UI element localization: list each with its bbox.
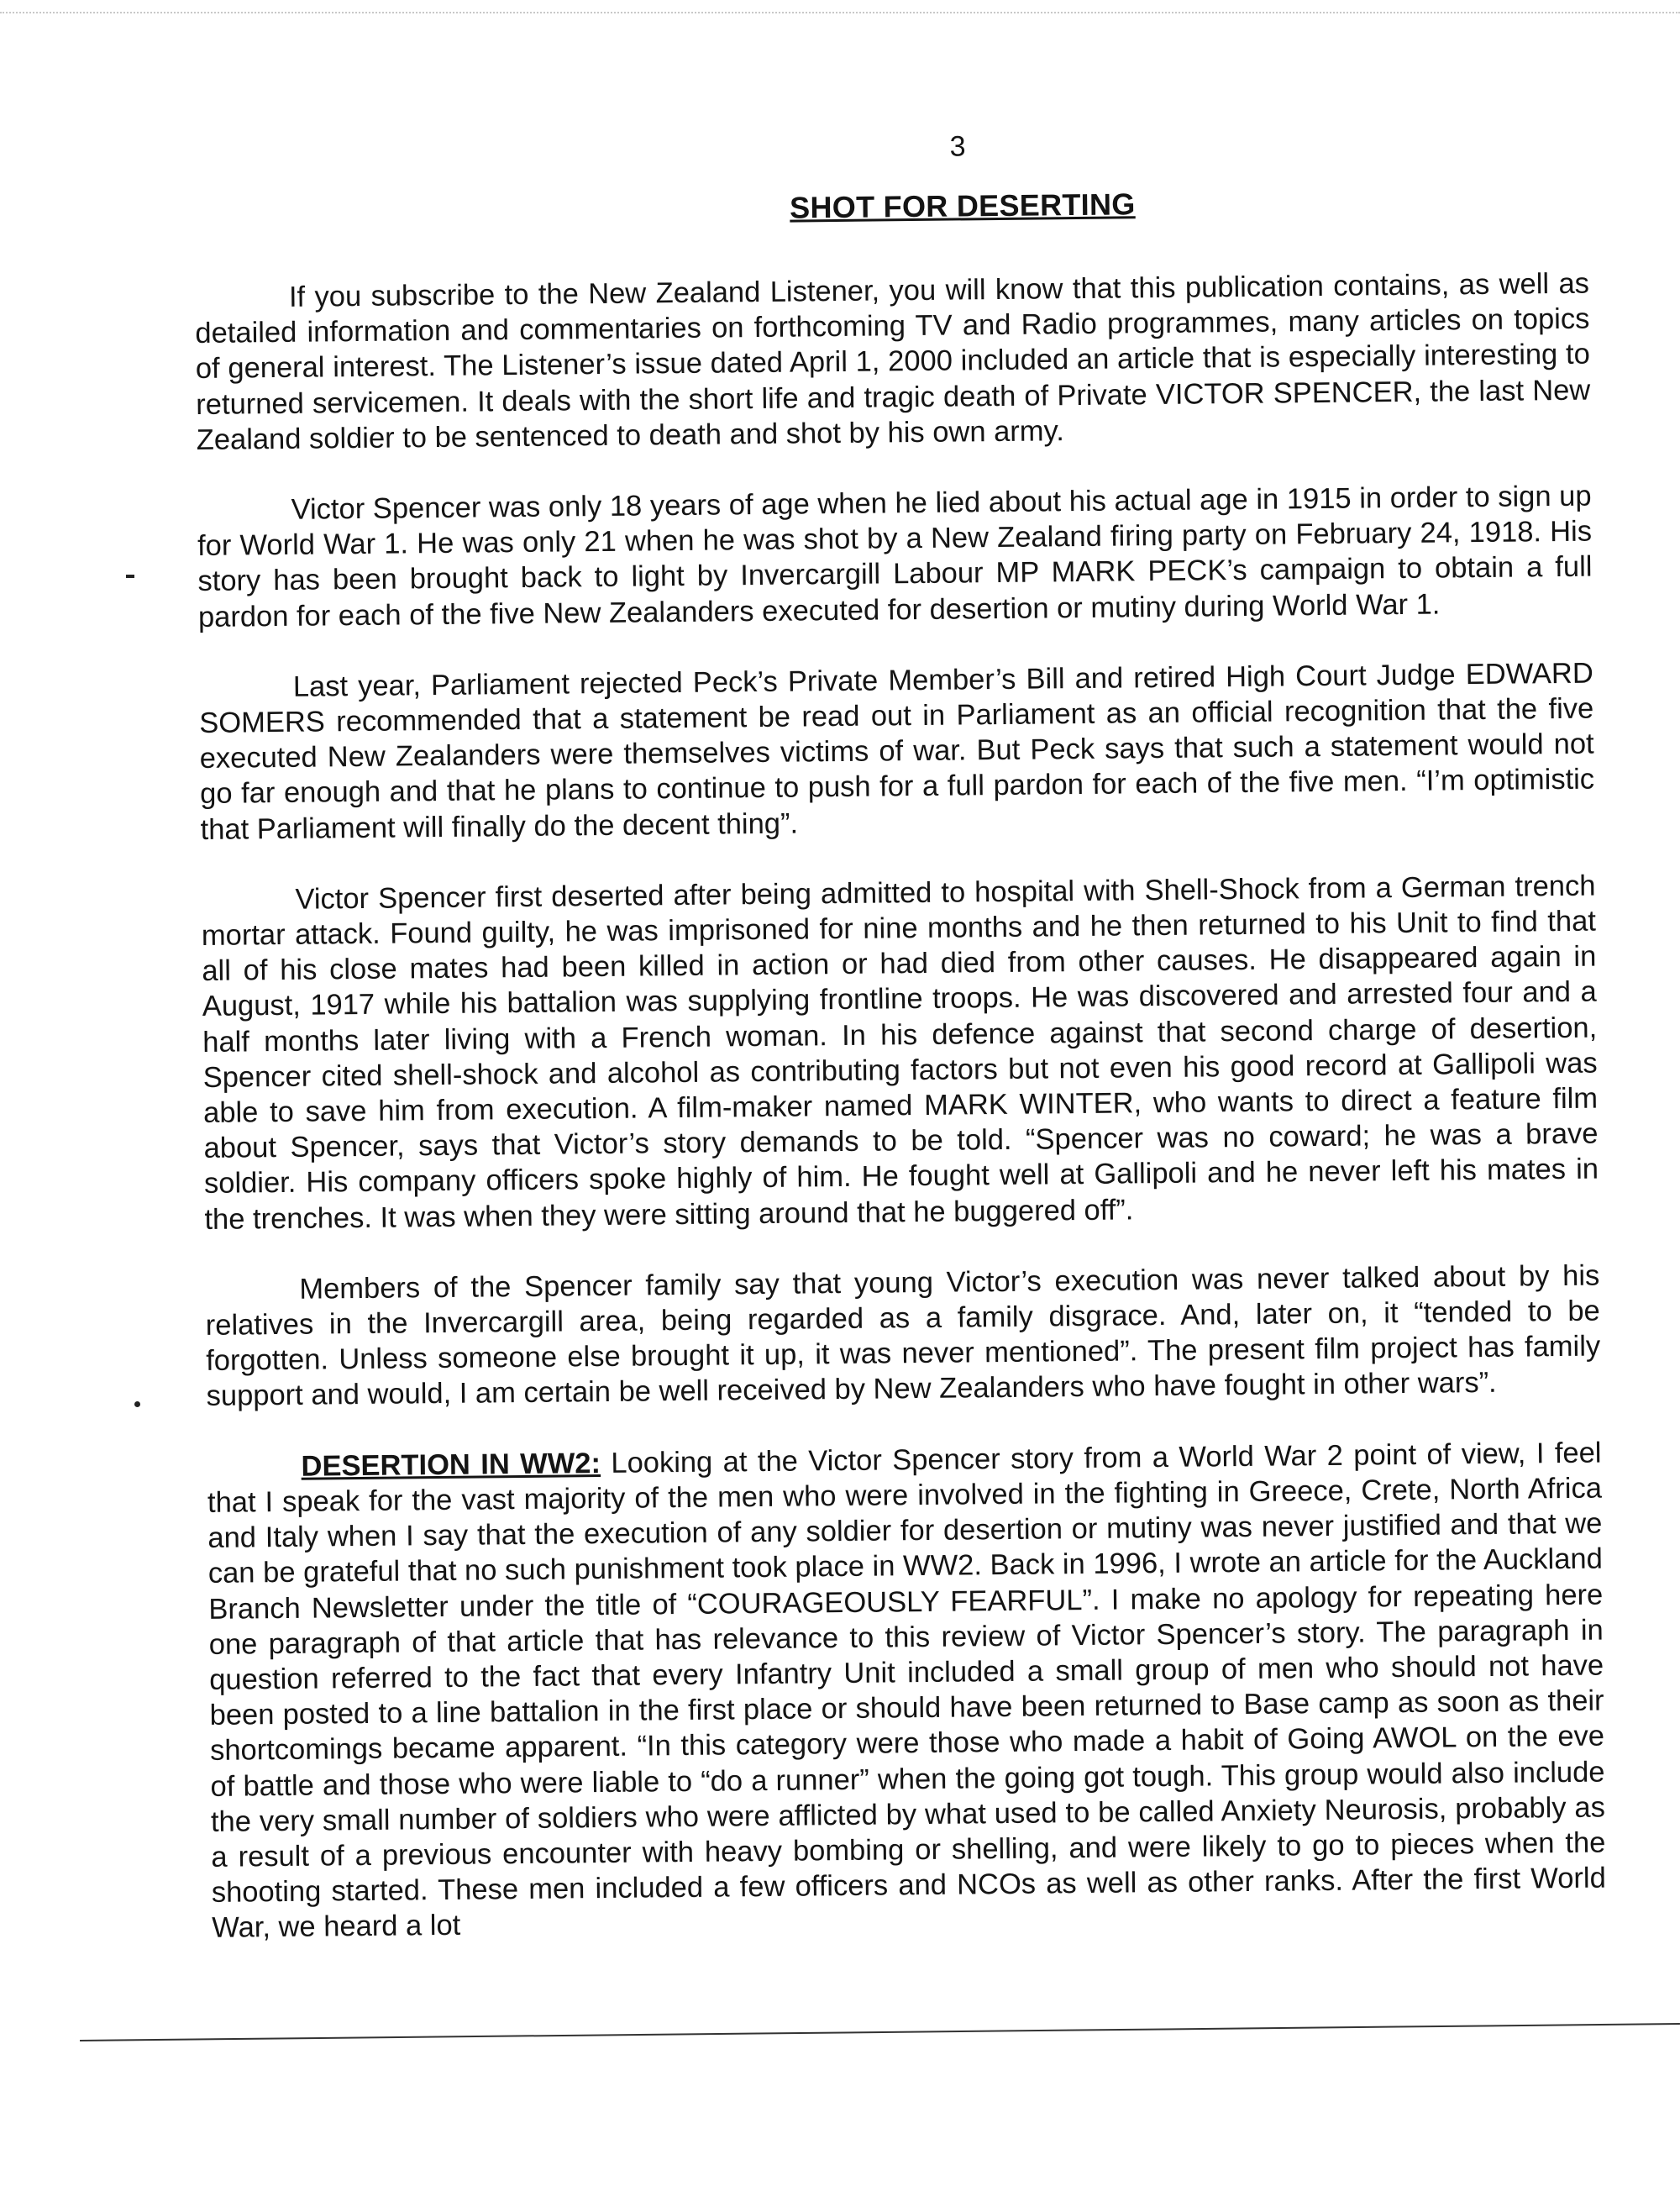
margin-dot-mark — [134, 1401, 140, 1407]
paragraph-family: Members of the Spencer family say that young Victor’s execution was never talked about by his relatives in the Invercargill area, being regarded as a family disgrace. And, later on, it “tended to be forgotten. Unless someone else brought it up, it was never mentioned”. The present film project has family support and would, I am certain be well received by New Zealanders who have fought in other wars”. — [205, 1259, 1601, 1413]
paragraph-spencer-age: Victor Spencer was only 18 years of age when he lied about his actual age in 1915 in order to sign up for World War 1. He was only 21 when he was shot by a New Zealand firing party on February 24, 1918. His story has been brought back to light by Invercargill Labour MP MARK PECK’s campaign to obtain a full pardon for each of the five New Zealanders executed for desertion or mutiny during World War 1. — [197, 480, 1593, 633]
page-number: 3 — [949, 130, 966, 163]
section-heading-desertion-ww2: DESERTION IN WW2: — [301, 1447, 601, 1483]
paragraph-desertion-ww2 — [207, 1435, 1606, 1946]
section-text-desertion-ww2: Looking at the Victor Spencer story from a World War 2 point of view, I feel that I speak for the vast majority of the men who were involved in the fighting in Greece, Crete, North Africa and Italy when I say that the execution of any soldier for desertion or mutiny was never justified and that we can be grateful that no such punishment took place in WW2. Back in 1996, I wrote an article for the Auckland Branch Newsletter under the title of “COURAGEOUSLY FEARFUL”. I make no apology for repeating here one paragraph of that article that has relevance to this review of Victor Spencer’s story. The paragraph in question referred to the fact that every Infantry Unit included a small group of men who should not have been posted to a line battalion in the first place or should have been returned to Base camp as soon as their shortcomings became apparent. “In this category were those who made a habit of Going AWOL on the eve of battle and those who were liable to “do a runner” when the going got tough. This group would also include the very small number of soldiers who were afflicted by what used to be called Anxiety Neurosis, probably as a result of a previous encounter with heavy bombing or shelling, and were likely to go to pieces when the shooting started. These men included a few officers and NCOs as well as other ranks. After the first World War, we heard a lot — [207, 1437, 1606, 1945]
paragraph-desertion-history: Victor Spencer first deserted after being admitted to hospital with Shell-Shock from a German trench mortar attack. Found guilty, he was imprisoned for nine months and he then returned to his Unit to find that all of his close mates had been killed in action or had died from other causes. He disappeared again in August, 1917 while his battalion was supplying frontline troops. He was discovered and arrested four and a half months later living with a French woman. In his defence against that second charge of desertion, Spencer cited shell-shock and alcohol as contributing factors but not even his good record at Gallipoli was able to save him from execution. A film-maker named MARK WINTER, who wants to direct a feature film about Spencer, says that Victor’s story demands to be told. “Spencer was no coward; he was a brave soldier. His company officers spoke highly of him. He fought well at Gallipoli and he never left his mates in the trenches. It was when they were sitting around that he buggered off”. — [201, 870, 1599, 1236]
strike-through-line — [80, 2023, 1680, 2041]
document-page — [193, 124, 1607, 1982]
paragraph-listener: If you subscribe to the New Zealand Listener, you will know that this publication contains, as well as detailed information and commentaries on forthcoming TV and Radio programmes, many articles on topics of general interest. The Listener’s issue dated April 1, 2000 included an article that is especially interesting to returned servicemen. It deals with the short life and tragic death of Private VICTOR SPENCER, the last New Zealand soldier to be sentenced to death and shot by his own army. — [195, 267, 1591, 456]
paragraph-parliament: Last year, Parliament rejected Peck’s Private Member’s Bill and retired High Court Judge EDWARD SOMERS recommended that a statement be read out in Parliament as an official recognition that the five executed New Zealanders were themselves victims of war. But Peck says that such a statement would not go far enough and that he plans to continue to push for a full pardon for each of the five men. “I’m optimistic that Parliament will finally do the decent thing”. — [199, 657, 1595, 846]
scan-edge-dots — [0, 12, 1680, 13]
page-title: SHOT FOR DESERTING — [789, 187, 1136, 225]
margin-dash-mark — [126, 575, 134, 578]
